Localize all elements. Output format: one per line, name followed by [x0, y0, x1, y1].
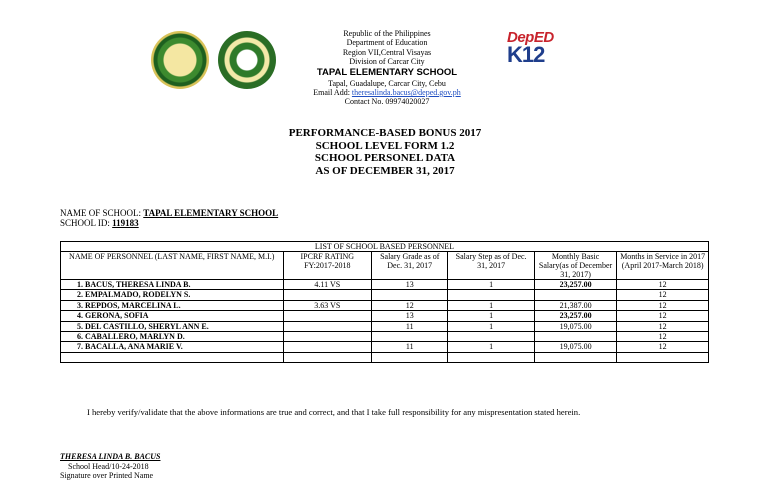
table-caption: LIST OF SCHOOL BASED PERSONNEL — [61, 242, 709, 252]
header-line: Department of Education — [346, 38, 428, 48]
table-row — [61, 280, 709, 290]
cell-rating: 3.63 VS — [283, 300, 372, 310]
signatory-position: School Head/10-24-2018 — [68, 461, 149, 471]
cell-grade: 13 — [372, 280, 448, 290]
contact-number: Contact No. 09974020027 — [344, 97, 430, 107]
cell-name: 1. BACUS, THERESA LINDA B. — [61, 280, 284, 290]
school-info — [60, 208, 278, 228]
school-name-label: NAME OF SCHOOL: — [60, 208, 142, 218]
cell-grade: 12 — [372, 300, 448, 310]
cell-months: 12 — [617, 300, 709, 310]
cell-step: 1 — [448, 342, 535, 352]
table-row — [61, 321, 709, 331]
cell-grade — [372, 352, 448, 362]
region-seal-logo — [151, 31, 209, 89]
column-header-step: Salary Step as of Dec. 31, 2017 — [448, 252, 535, 280]
cell-name — [61, 352, 284, 362]
cell-name: 5. DEL CASTILLO, SHERYL ANN E. — [61, 321, 284, 331]
table-row — [61, 352, 709, 362]
letterhead — [270, 29, 504, 107]
cell-name: 6. CABALLERO, MARLYN D. — [61, 331, 284, 341]
cell-grade: 11 — [372, 342, 448, 352]
school-id-line — [60, 218, 278, 228]
verification-statement: I hereby verify/validate that the above informations are true and correct, and that I take full responsibility for any mispresentation stated herein. — [87, 407, 581, 417]
cell-rating — [283, 311, 372, 321]
cell-months: 12 — [617, 311, 709, 321]
email-link[interactable]: theresalinda.bacus@deped.gov.ph — [351, 88, 461, 98]
header-line: Republic of the Philippines — [343, 29, 431, 38]
cell-salary: 21,387.00 — [534, 300, 616, 310]
cell-step: 1 — [448, 300, 535, 310]
k12-logo-text: K12 — [507, 42, 545, 67]
cell-rating — [283, 352, 372, 362]
school-id-label: SCHOOL ID: — [60, 218, 110, 228]
personnel-table — [60, 241, 709, 363]
school-seal-logo — [218, 31, 276, 89]
signature-block — [60, 452, 160, 481]
cell-rating — [283, 290, 372, 300]
cell-step: 1 — [448, 280, 535, 290]
title-line: PERFORMANCE-BASED BONUS 2017 — [288, 127, 482, 139]
header-line: Division of Carcar City — [349, 57, 425, 67]
email-line — [270, 88, 504, 97]
school-name-line — [60, 208, 278, 218]
column-header-months: Months in Service in 2017 (April 2017-March 2018) — [617, 252, 709, 280]
cell-salary: 23,257.00 — [534, 280, 616, 290]
cell-salary: 19,075.00 — [534, 342, 616, 352]
cell-name: 4. GERONA, SOFIA — [61, 311, 284, 321]
cell-rating — [283, 321, 372, 331]
cell-rating — [283, 331, 372, 341]
cell-months: 12 — [617, 280, 709, 290]
cell-grade: 13 — [372, 311, 448, 321]
signature-note: Signature over Printed Name — [60, 471, 154, 481]
cell-months: 12 — [617, 342, 709, 352]
school-name-heading: TAPAL ELEMENTARY SCHOOL — [316, 66, 458, 78]
email-label: Email Add: — [313, 88, 350, 98]
cell-months: 12 — [617, 290, 709, 300]
cell-name: 2. EMPALMADO, RODELYN S. — [61, 290, 284, 300]
signatory-name: THERESA LINDA B. BACUS — [60, 452, 161, 461]
table-row — [61, 342, 709, 352]
cell-grade: 11 — [372, 321, 448, 331]
deped-k12-logo — [507, 29, 557, 75]
header-line: Region VII,Central Visayas — [342, 47, 432, 57]
school-id-value: 119183 — [112, 218, 139, 228]
title-line: SCHOOL PERSONEL DATA — [314, 152, 456, 164]
cell-rating — [283, 342, 372, 352]
cell-step: 1 — [448, 311, 535, 321]
table-row — [61, 311, 709, 321]
table-row — [61, 300, 709, 310]
school-name-value: TAPAL ELEMENTARY SCHOOL — [143, 208, 279, 218]
cell-step — [448, 352, 535, 362]
column-header-rating: IPCRF RATING FY:2017-2018 — [283, 252, 372, 280]
deped-logo-text: DepED — [507, 29, 554, 46]
column-header-grade: Salary Grade as of Dec. 31, 2017 — [372, 252, 448, 280]
cell-salary — [534, 352, 616, 362]
cell-salary: 23,257.00 — [534, 311, 616, 321]
cell-salary: 19,075.00 — [534, 321, 616, 331]
cell-salary — [534, 331, 616, 341]
column-header-salary: Monthly Basic Salary(as of December 31, 2017) — [534, 252, 616, 280]
cell-months: 12 — [617, 321, 709, 331]
title-line: SCHOOL LEVEL FORM 1.2 — [315, 139, 455, 152]
cell-step — [448, 290, 535, 300]
cell-salary — [534, 290, 616, 300]
cell-months: 12 — [617, 331, 709, 341]
cell-step: 1 — [448, 321, 535, 331]
title-line: AS OF DECEMBER 31, 2017 — [315, 164, 455, 177]
document-title — [200, 127, 570, 177]
column-header-name: NAME OF PERSONNEL (LAST NAME, FIRST NAME, M.I.) — [61, 252, 284, 280]
cell-months — [617, 352, 709, 362]
cell-name: 7. BACALLA, ANA MARIE V. — [61, 342, 284, 352]
cell-name: 3. REPDOS, MARCELINA L. — [61, 300, 284, 310]
cell-grade — [372, 331, 448, 341]
table-row — [61, 331, 709, 341]
cell-step — [448, 331, 535, 341]
table-row — [61, 290, 709, 300]
school-address: Tapal, Guadalupe, Carcar City, Cebu — [328, 78, 446, 88]
cell-rating: 4.11 VS — [283, 280, 372, 290]
cell-grade — [372, 290, 448, 300]
